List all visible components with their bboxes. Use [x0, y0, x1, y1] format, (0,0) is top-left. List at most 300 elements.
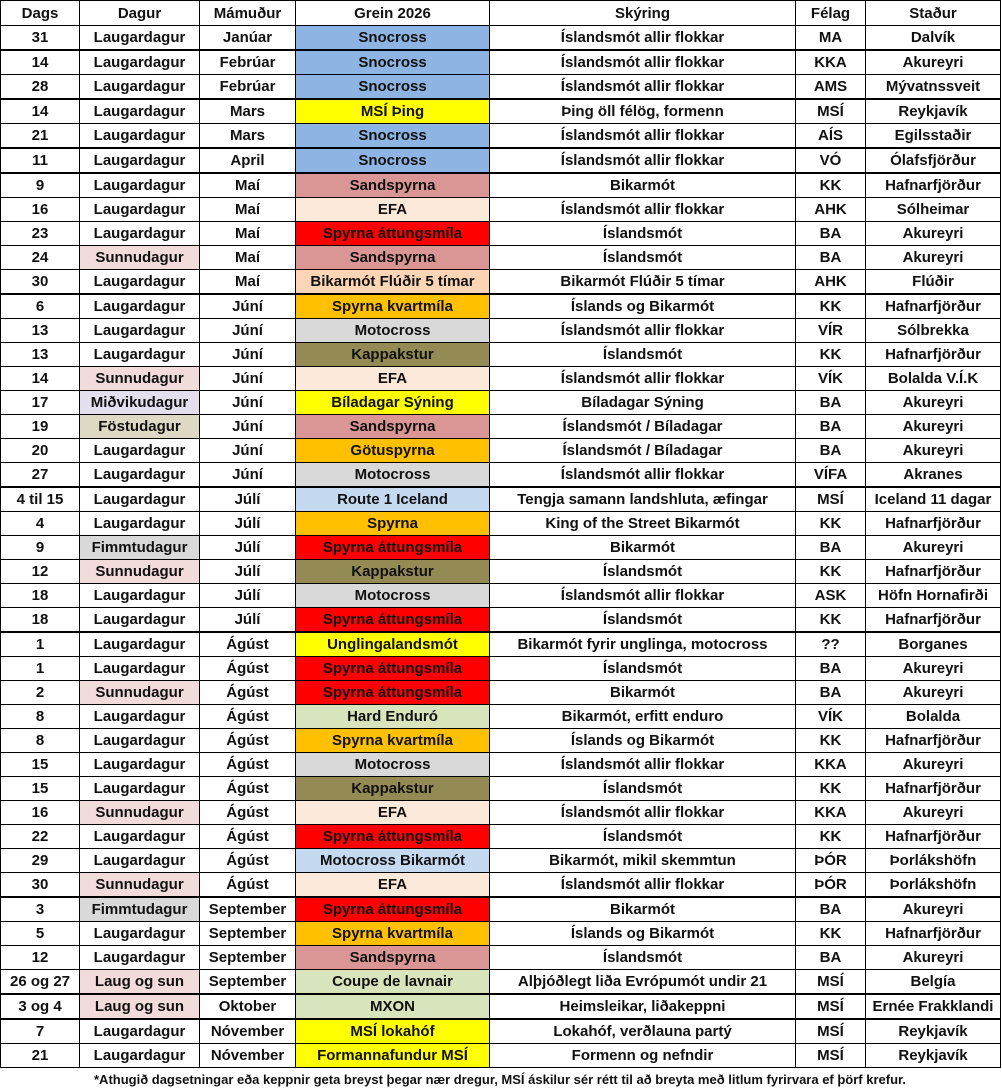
cell-felag: BA [796, 536, 866, 560]
cell-manudur: Ágúst [200, 657, 296, 681]
table-row [1, 657, 1001, 681]
cell-manudur: Júní [200, 294, 296, 319]
table-row [1, 415, 1001, 439]
cell-skyring: Íslandsmót [490, 657, 796, 681]
cell-dagur: Sunnudagur [80, 246, 200, 270]
cell-felag: AHK [796, 270, 866, 295]
cell-stadur: Akranes [866, 463, 1001, 488]
cell-grein: Kappakstur [296, 560, 490, 584]
cell-skyring: Heimsleikar, liðakeppni [490, 994, 796, 1019]
cell-grein: Sandspyrna [296, 173, 490, 198]
cell-grein: EFA [296, 801, 490, 825]
table-row [1, 1019, 1001, 1044]
cell-dagur: Laugardagur [80, 99, 200, 124]
cell-dags: 4 [1, 512, 80, 536]
cell-stadur: Hafnarfjörður [866, 777, 1001, 801]
cell-dagur: Laugardagur [80, 849, 200, 873]
cell-manudur: Maí [200, 246, 296, 270]
cell-dagur: Laugardagur [80, 922, 200, 946]
cell-stadur: Akureyri [866, 681, 1001, 705]
cell-dagur: Laugardagur [80, 26, 200, 51]
cell-skyring: Íslandsmót / Bíladagar [490, 415, 796, 439]
cell-dags: 1 [1, 632, 80, 657]
table-row [1, 729, 1001, 753]
cell-felag: MSÍ [796, 1019, 866, 1044]
cell-manudur: Júlí [200, 560, 296, 584]
cell-skyring: Íslandsmót allir flokkar [490, 753, 796, 777]
cell-dags: 21 [1, 124, 80, 149]
cell-grein: Spyrna kvartmíla [296, 922, 490, 946]
cell-dagur: Laug og sun [80, 970, 200, 995]
cell-manudur: Ágúst [200, 681, 296, 705]
table-row [1, 222, 1001, 246]
table-row [1, 1044, 1001, 1068]
cell-dagur: Laugardagur [80, 753, 200, 777]
cell-manudur: Júlí [200, 512, 296, 536]
cell-dagur: Laugardagur [80, 584, 200, 608]
cell-grein: Hard Enduró [296, 705, 490, 729]
cell-stadur: Hafnarfjörður [866, 825, 1001, 849]
cell-dags: 8 [1, 705, 80, 729]
cell-grein: Kappakstur [296, 343, 490, 367]
cell-grein: EFA [296, 367, 490, 391]
cell-dags: 19 [1, 415, 80, 439]
cell-manudur: Júlí [200, 608, 296, 633]
cell-felag: KK [796, 173, 866, 198]
table-row [1, 825, 1001, 849]
cell-felag: BA [796, 946, 866, 970]
cell-dagur: Sunnudagur [80, 367, 200, 391]
cell-stadur: Sólheimar [866, 198, 1001, 222]
cell-manudur: Ágúst [200, 705, 296, 729]
cell-dagur: Laugardagur [80, 1044, 200, 1068]
cell-felag: BA [796, 415, 866, 439]
cell-skyring: Tengja samann landshluta, æfingar [490, 487, 796, 512]
cell-skyring: Þing öll félög, formenn [490, 99, 796, 124]
cell-grein: Route 1 Iceland [296, 487, 490, 512]
cell-dags: 7 [1, 1019, 80, 1044]
cell-grein: Motocross [296, 753, 490, 777]
cell-manudur: September [200, 897, 296, 922]
table-row [1, 970, 1001, 995]
cell-dagur: Laugardagur [80, 294, 200, 319]
cell-skyring: Íslandsmót [490, 560, 796, 584]
cell-skyring: Íslandsmót [490, 343, 796, 367]
cell-felag: KK [796, 777, 866, 801]
cell-stadur: Iceland 11 dagar [866, 487, 1001, 512]
cell-manudur: Júní [200, 439, 296, 463]
cell-dags: 2 [1, 681, 80, 705]
table-row [1, 319, 1001, 343]
cell-dagur: Sunnudagur [80, 681, 200, 705]
table-row [1, 463, 1001, 488]
cell-stadur: Hafnarfjörður [866, 560, 1001, 584]
table-row [1, 681, 1001, 705]
cell-manudur: Júní [200, 343, 296, 367]
cell-dags: 16 [1, 801, 80, 825]
cell-skyring: Íslandsmót [490, 608, 796, 633]
cell-stadur: Sólbrekka [866, 319, 1001, 343]
cell-stadur: Akureyri [866, 801, 1001, 825]
cell-stadur: Akureyri [866, 391, 1001, 415]
cell-grein: EFA [296, 198, 490, 222]
cell-grein: MSÍ lokahóf [296, 1019, 490, 1044]
cell-dags: 15 [1, 777, 80, 801]
cell-grein: Spyrna áttungsmíla [296, 608, 490, 633]
cell-skyring: Bikarmót Flúðir 5 tímar [490, 270, 796, 295]
table-row [1, 198, 1001, 222]
cell-skyring: Íslandsmót [490, 246, 796, 270]
cell-felag: KK [796, 560, 866, 584]
cell-stadur: Akureyri [866, 897, 1001, 922]
cell-dags: 15 [1, 753, 80, 777]
cell-grein: Spyrna kvartmíla [296, 294, 490, 319]
cell-stadur: Reykjavík [866, 1019, 1001, 1044]
cell-manudur: Janúar [200, 26, 296, 51]
cell-manudur: Ágúst [200, 777, 296, 801]
cell-skyring: Íslandsmót [490, 777, 796, 801]
cell-felag: VÍK [796, 367, 866, 391]
cell-dagur: Laug og sun [80, 994, 200, 1019]
cell-felag: VÍFA [796, 463, 866, 488]
cell-stadur: Akureyri [866, 222, 1001, 246]
table-row [1, 994, 1001, 1019]
cell-felag: BA [796, 246, 866, 270]
cell-dags: 12 [1, 946, 80, 970]
cell-grein: Götuspyrna [296, 439, 490, 463]
cell-stadur: Ernée Frakklandi [866, 994, 1001, 1019]
cell-dagur: Laugardagur [80, 729, 200, 753]
table-row [1, 391, 1001, 415]
table-row [1, 50, 1001, 75]
cell-grein: MXON [296, 994, 490, 1019]
cell-manudur: Júní [200, 415, 296, 439]
cell-stadur: Hafnarfjörður [866, 512, 1001, 536]
cell-manudur: Ágúst [200, 849, 296, 873]
cell-felag: ASK [796, 584, 866, 608]
cell-dagur: Föstudagur [80, 415, 200, 439]
cell-grein: Snocross [296, 148, 490, 173]
cell-felag: AÍS [796, 124, 866, 149]
cell-dagur: Laugardagur [80, 777, 200, 801]
cell-felag: BA [796, 897, 866, 922]
cell-dagur: Laugardagur [80, 487, 200, 512]
cell-felag: MSÍ [796, 970, 866, 995]
cell-grein: Spyrna áttungsmíla [296, 536, 490, 560]
cell-manudur: Júní [200, 319, 296, 343]
cell-manudur: Júní [200, 391, 296, 415]
cell-stadur: Akureyri [866, 50, 1001, 75]
cell-stadur: Hafnarfjörður [866, 608, 1001, 633]
cell-grein: Formannafundur MSÍ [296, 1044, 490, 1068]
cell-felag: ÞÓR [796, 849, 866, 873]
cell-felag: BA [796, 439, 866, 463]
cell-stadur: Reykjavík [866, 1044, 1001, 1068]
cell-dagur: Laugardagur [80, 343, 200, 367]
header-row [1, 1, 1001, 26]
table-row [1, 148, 1001, 173]
cell-felag: MA [796, 26, 866, 51]
cell-skyring: Formenn og nefndir [490, 1044, 796, 1068]
cell-dags: 23 [1, 222, 80, 246]
cell-stadur: Ólafsfjörður [866, 148, 1001, 173]
cell-stadur: Hafnarfjörður [866, 729, 1001, 753]
cell-stadur: Reykjavík [866, 99, 1001, 124]
cell-dags: 12 [1, 560, 80, 584]
cell-skyring: Íslandsmót / Bíladagar [490, 439, 796, 463]
cell-manudur: April [200, 148, 296, 173]
cell-dagur: Sunnudagur [80, 560, 200, 584]
cell-skyring: Bikarmót [490, 173, 796, 198]
header-felag: Félag [796, 1, 866, 26]
table-row [1, 487, 1001, 512]
table-row [1, 294, 1001, 319]
cell-stadur: Hafnarfjörður [866, 922, 1001, 946]
table-row [1, 536, 1001, 560]
cell-dagur: Laugardagur [80, 1019, 200, 1044]
cell-skyring: Bikarmót [490, 897, 796, 922]
cell-grein: Spyrna áttungsmíla [296, 657, 490, 681]
cell-skyring: Íslandsmót allir flokkar [490, 319, 796, 343]
cell-dagur: Laugardagur [80, 608, 200, 633]
cell-skyring: Íslands og Bikarmót [490, 294, 796, 319]
table-row [1, 777, 1001, 801]
cell-skyring: Íslandsmót [490, 825, 796, 849]
cell-dags: 18 [1, 608, 80, 633]
cell-dagur: Laugardagur [80, 946, 200, 970]
cell-grein: Snocross [296, 26, 490, 51]
cell-dags: 1 [1, 657, 80, 681]
cell-dagur: Laugardagur [80, 173, 200, 198]
cell-grein: Sandspyrna [296, 946, 490, 970]
header-dags: Dags [1, 1, 80, 26]
cell-manudur: Oktober [200, 994, 296, 1019]
cell-felag: AMS [796, 75, 866, 100]
cell-felag: MSÍ [796, 1044, 866, 1068]
cell-manudur: Júlí [200, 536, 296, 560]
cell-felag: VÍR [796, 319, 866, 343]
cell-stadur: Dalvík [866, 26, 1001, 51]
cell-skyring: Íslandsmót allir flokkar [490, 463, 796, 488]
cell-manudur: September [200, 970, 296, 995]
cell-grein: Spyrna áttungsmíla [296, 222, 490, 246]
cell-grein: MSÍ Þing [296, 99, 490, 124]
cell-dags: 26 og 27 [1, 970, 80, 995]
cell-felag: KKA [796, 753, 866, 777]
cell-dags: 28 [1, 75, 80, 100]
table-row [1, 801, 1001, 825]
cell-grein: Bíladagar Sýning [296, 391, 490, 415]
cell-manudur: Maí [200, 222, 296, 246]
cell-stadur: Akureyri [866, 439, 1001, 463]
cell-dags: 13 [1, 343, 80, 367]
cell-skyring: Íslandsmót [490, 946, 796, 970]
cell-dags: 4 til 15 [1, 487, 80, 512]
cell-dags: 30 [1, 873, 80, 898]
table-row [1, 705, 1001, 729]
table-row [1, 124, 1001, 149]
cell-dagur: Sunnudagur [80, 873, 200, 898]
cell-dagur: Fimmtudagur [80, 897, 200, 922]
cell-felag: MSÍ [796, 99, 866, 124]
cell-manudur: Júlí [200, 584, 296, 608]
cell-manudur: Nóvember [200, 1019, 296, 1044]
table-row [1, 75, 1001, 100]
cell-stadur: Akureyri [866, 657, 1001, 681]
cell-felag: ÞÓR [796, 873, 866, 898]
cell-skyring: Alþjóðlegt liða Evrópumót undir 21 [490, 970, 796, 995]
cell-manudur: Júlí [200, 487, 296, 512]
cell-dags: 8 [1, 729, 80, 753]
cell-felag: KKA [796, 50, 866, 75]
cell-dagur: Laugardagur [80, 319, 200, 343]
cell-felag: VÓ [796, 148, 866, 173]
header-dagur: Dagur [80, 1, 200, 26]
cell-skyring: Bikarmót fyrir unglinga, motocross [490, 632, 796, 657]
cell-grein: Motocross [296, 584, 490, 608]
cell-manudur: Febrúar [200, 75, 296, 100]
cell-grein: Spyrna [296, 512, 490, 536]
cell-felag: BA [796, 222, 866, 246]
table-row [1, 632, 1001, 657]
cell-felag: MSÍ [796, 487, 866, 512]
cell-grein: Snocross [296, 124, 490, 149]
cell-grein: Spyrna kvartmíla [296, 729, 490, 753]
cell-skyring: Bikarmót, erfitt enduro [490, 705, 796, 729]
cell-grein: Motocross [296, 319, 490, 343]
cell-manudur: Ágúst [200, 729, 296, 753]
table-row [1, 753, 1001, 777]
cell-dagur: Sunnudagur [80, 801, 200, 825]
cell-manudur: September [200, 946, 296, 970]
cell-manudur: September [200, 922, 296, 946]
cell-felag: ?? [796, 632, 866, 657]
cell-manudur: Ágúst [200, 801, 296, 825]
cell-dags: 13 [1, 319, 80, 343]
cell-skyring: Bikarmót, mikil skemmtun [490, 849, 796, 873]
cell-felag: KK [796, 512, 866, 536]
header-manudur: Mámuður [200, 1, 296, 26]
cell-stadur: Akureyri [866, 415, 1001, 439]
table-row [1, 270, 1001, 295]
cell-dagur: Laugardagur [80, 632, 200, 657]
cell-stadur: Bolalda [866, 705, 1001, 729]
cell-felag: KK [796, 608, 866, 633]
table-row [1, 946, 1001, 970]
cell-grein: Unglingalandsmót [296, 632, 490, 657]
cell-dags: 3 og 4 [1, 994, 80, 1019]
cell-stadur: Flúðir [866, 270, 1001, 295]
cell-stadur: Hafnarfjörður [866, 173, 1001, 198]
cell-dags: 31 [1, 26, 80, 51]
cell-skyring: Íslands og Bikarmót [490, 729, 796, 753]
cell-skyring: Íslandsmót allir flokkar [490, 198, 796, 222]
cell-skyring: Íslandsmót allir flokkar [490, 801, 796, 825]
cell-skyring: Íslandsmót allir flokkar [490, 26, 796, 51]
cell-manudur: Mars [200, 124, 296, 149]
cell-manudur: Maí [200, 173, 296, 198]
header-grein: Grein 2026 [296, 1, 490, 26]
cell-skyring: Lokahóf, verðlauna partý [490, 1019, 796, 1044]
cell-skyring: Íslandsmót allir flokkar [490, 124, 796, 149]
cell-manudur: Nóvember [200, 1044, 296, 1068]
cell-grein: Coupe de lavnair [296, 970, 490, 995]
header-skyring: Skýring [490, 1, 796, 26]
cell-stadur: Akureyri [866, 946, 1001, 970]
cell-stadur: Höfn Hornafirði [866, 584, 1001, 608]
cell-manudur: Júní [200, 463, 296, 488]
cell-dagur: Laugardagur [80, 222, 200, 246]
cell-dags: 9 [1, 536, 80, 560]
cell-dags: 20 [1, 439, 80, 463]
cell-dagur: Laugardagur [80, 124, 200, 149]
table-row [1, 246, 1001, 270]
cell-stadur: Þorlákshöfn [866, 873, 1001, 898]
cell-felag: KK [796, 343, 866, 367]
cell-manudur: Ágúst [200, 873, 296, 898]
cell-skyring: Bikarmót [490, 681, 796, 705]
cell-dagur: Laugardagur [80, 463, 200, 488]
cell-skyring: King of the Street Bikarmót [490, 512, 796, 536]
cell-stadur: Akureyri [866, 536, 1001, 560]
cell-skyring: Íslands og Bikarmót [490, 922, 796, 946]
cell-stadur: Egilsstaðir [866, 124, 1001, 149]
cell-felag: MSÍ [796, 994, 866, 1019]
table-row [1, 897, 1001, 922]
header-stadur: Staður [866, 1, 1001, 26]
cell-grein: Motocross Bikarmót [296, 849, 490, 873]
cell-skyring: Íslandsmót allir flokkar [490, 148, 796, 173]
table-row [1, 922, 1001, 946]
cell-skyring: Bikarmót [490, 536, 796, 560]
cell-grein: Snocross [296, 75, 490, 100]
cell-grein: Snocross [296, 50, 490, 75]
cell-skyring: Íslandsmót allir flokkar [490, 367, 796, 391]
table-body [1, 26, 1001, 1068]
cell-stadur: Mývatnssveit [866, 75, 1001, 100]
cell-manudur: Ágúst [200, 632, 296, 657]
table-row [1, 849, 1001, 873]
cell-grein: Sandspyrna [296, 246, 490, 270]
table-row [1, 512, 1001, 536]
table-row [1, 26, 1001, 51]
table-row [1, 99, 1001, 124]
cell-dagur: Laugardagur [80, 50, 200, 75]
cell-dags: 3 [1, 897, 80, 922]
cell-felag: KK [796, 294, 866, 319]
cell-skyring: Íslandsmót allir flokkar [490, 50, 796, 75]
cell-dags: 14 [1, 367, 80, 391]
cell-stadur: Hafnarfjörður [866, 294, 1001, 319]
cell-dagur: Laugardagur [80, 825, 200, 849]
cell-skyring: Íslandsmót allir flokkar [490, 75, 796, 100]
cell-stadur: Akureyri [866, 753, 1001, 777]
cell-stadur: Hafnarfjörður [866, 343, 1001, 367]
cell-grein: Spyrna áttungsmíla [296, 825, 490, 849]
cell-dags: 14 [1, 99, 80, 124]
cell-skyring: Íslandsmót allir flokkar [490, 584, 796, 608]
cell-dags: 29 [1, 849, 80, 873]
cell-dags: 6 [1, 294, 80, 319]
footnote: *Athugið dagsetningar eða keppnir geta breyst þegar nær dregur, MSÍ áskilur sér rétt til að breyta með litlum fyrirvara ef þörf krefur. [94, 1072, 906, 1087]
cell-stadur: Bolalda V.Í.K [866, 367, 1001, 391]
cell-skyring: Bíladagar Sýning [490, 391, 796, 415]
cell-felag: VÍK [796, 705, 866, 729]
cell-dags: 9 [1, 173, 80, 198]
cell-dagur: Laugardagur [80, 657, 200, 681]
cell-manudur: Ágúst [200, 825, 296, 849]
cell-dags: 14 [1, 50, 80, 75]
